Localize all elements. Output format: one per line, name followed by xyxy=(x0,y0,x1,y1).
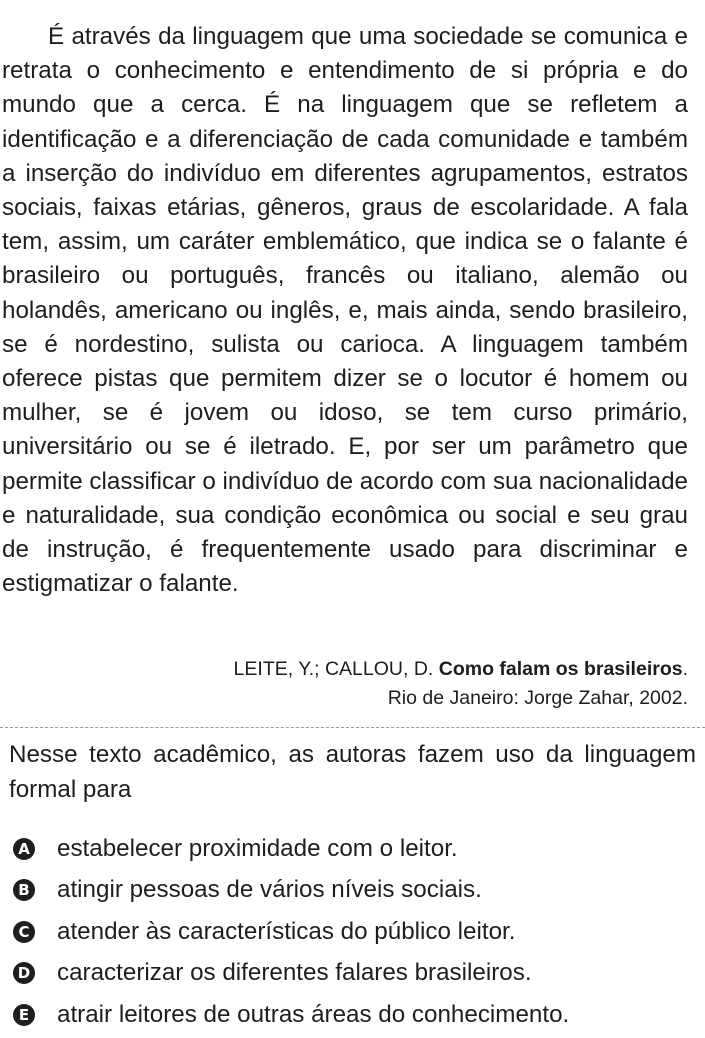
option-c-text: atender às características do público leitor. xyxy=(57,917,516,945)
option-e-text: atrair leitores de outras áreas do conhecimento. xyxy=(57,1000,570,1028)
passage-text: É através da linguagem que uma sociedade se comunica e retrata o conhecimento e entendimento de si própria e do mundo que a cerca. É na linguagem que se refletem a identificação e a diferenciação de cada comunidade e também a inserção do indivíduo em diferentes agrupamentos, estratos sociais, faixas etárias, gêneros, graus de escolaridade. A fala tem, assim, um caráter emblemático, que indica se o falante é brasileiro ou português, francês ou italiano, alemão ou holandês, americano ou inglês, e, mais ainda, sendo brasileiro, se é nordestino, sulista ou carioca. A linguagem também oferece pistas que permitem dizer se o locutor é homem ou mulher, se é jovem ou idoso, se tem curso primário, universitário ou se é iletrado. E, por ser um parâmetro que permite classificar o indivíduo de acordo com sua nacionalidade e naturalidade, sua condição econômica ou social e seu grau de instrução, é frequentemente usado para discriminar e estigmatizar o falante. xyxy=(2,23,688,598)
letter-c-icon: C xyxy=(13,921,35,943)
citation-authors: LEITE, Y.; CALLOU, D. xyxy=(233,658,439,680)
option-e[interactable] xyxy=(13,994,569,1036)
citation-book-title: Como falam os brasileiros xyxy=(438,658,683,680)
option-d-text: caracterizar os diferentes falares brasileiros. xyxy=(57,959,532,987)
citation xyxy=(234,655,688,713)
letter-b-icon: B xyxy=(13,879,35,901)
citation-publisher: Rio de Janeiro: Jorge Zahar, 2002. xyxy=(387,687,688,709)
question-prompt: Nesse texto acadêmico, as autoras fazem uso da linguagem formal para xyxy=(9,741,696,803)
citation-title-period: . xyxy=(682,658,688,680)
letter-e-icon: E xyxy=(13,1004,35,1026)
answer-options xyxy=(13,828,569,1036)
option-a-text: estabelecer proximidade com o leitor. xyxy=(57,834,458,862)
option-a[interactable] xyxy=(13,828,569,870)
option-c[interactable] xyxy=(13,911,569,953)
option-b-text: atingir pessoas de vários níveis sociais. xyxy=(57,876,482,904)
citation-line-1 xyxy=(234,655,688,684)
dashed-separator xyxy=(0,727,705,728)
letter-d-icon: D xyxy=(13,962,35,984)
option-d[interactable] xyxy=(13,953,569,995)
option-b[interactable] xyxy=(13,870,569,912)
letter-a-icon: A xyxy=(13,838,35,860)
